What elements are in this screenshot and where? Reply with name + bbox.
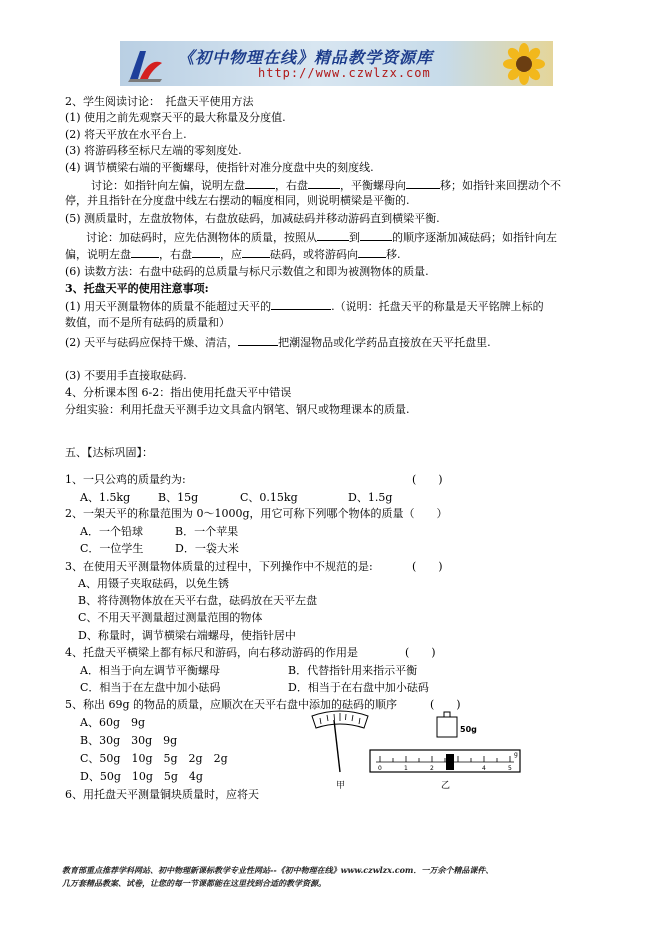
option: A、1.5kg bbox=[80, 491, 131, 504]
question-4: 4、托盘天平横梁上都有标尺和游码，向右移动游码的作用是 bbox=[65, 646, 358, 659]
footer-line: 教育部重点推荐学科网站、初中物理新课标教学专业性网站--《初中物理在线》www.czwlzx.com．一万余个精品课件、 bbox=[62, 865, 494, 875]
tick-label: 1 bbox=[404, 765, 408, 772]
tick-label: 0 bbox=[378, 765, 382, 772]
site-logo-icon bbox=[126, 45, 164, 83]
tick-label: 2 bbox=[430, 765, 434, 772]
pointer-dial bbox=[312, 711, 368, 791]
header-banner bbox=[120, 41, 553, 86]
figure-label-yi: 乙 bbox=[441, 781, 451, 791]
option: C．相当于在左盘中加小砝码 bbox=[80, 681, 221, 694]
option: C、50g 10g 5g 2g 2g bbox=[80, 752, 228, 765]
section-subheading: 3、托盘天平的使用注意事项: bbox=[65, 282, 209, 295]
text-line: 讨论：加砝码时，应先估测物体的质量，按照从 到 的顺序逐渐加减砝码；如指针向左 bbox=[86, 231, 557, 244]
question-6: 6、用托盘天平测量铜块质量时，应将天 bbox=[65, 788, 259, 801]
banner-url[interactable]: http://www.czwlzx.com bbox=[258, 66, 431, 80]
text-line: 2、学生阅读讨论： 托盘天平使用方法 bbox=[65, 95, 254, 108]
option: A、用镊子夹取砝码，以免生锈 bbox=[78, 577, 229, 590]
option: A、60g 9g bbox=[80, 716, 146, 729]
text-line: (2) 将天平放在水平台上. bbox=[65, 128, 187, 141]
answer-paren: ( ) bbox=[412, 560, 443, 573]
option: C．一位学生 bbox=[80, 542, 144, 555]
text-line: (5) 测质量时，左盘放物体，右盘放砝码，加减砝码并移动游码直到横梁平衡. bbox=[65, 212, 440, 225]
balance-figure bbox=[300, 706, 530, 796]
section-heading: 五、【达标巩固】： bbox=[65, 446, 153, 459]
page-footer bbox=[62, 864, 602, 890]
answer-paren: ( ) bbox=[430, 698, 461, 711]
answer-paren: ( ) bbox=[405, 646, 436, 659]
fill-blank bbox=[317, 230, 349, 241]
option: B、30g 30g 9g bbox=[80, 734, 178, 747]
text-line: (2) 天平与砝码应保持干燥、清洁， 把潮湿物品或化学药品直接放在天平托盘里. bbox=[65, 336, 491, 349]
footer-line: 几万套精品教案、试卷，让您的每一节课都能在这里找到合适的教学资源。 bbox=[62, 878, 326, 888]
question-2: 2、一架天平的称量范围为 0～1000g，用它可称下列哪个物体的质量（ ） bbox=[65, 507, 448, 520]
sunflower-icon bbox=[499, 43, 549, 85]
fill-blank bbox=[131, 247, 159, 258]
text-line: (3) 不要用手直接取砝码. bbox=[65, 369, 187, 382]
option: B．代替指针用来指示平衡 bbox=[288, 664, 418, 677]
fill-blank bbox=[360, 230, 392, 241]
fill-blank bbox=[242, 247, 270, 258]
ruler-unit: g bbox=[514, 751, 518, 758]
tick-label: 3 bbox=[456, 765, 460, 772]
figure-label-jia: 甲 bbox=[336, 781, 346, 791]
text-line: 偏，说明左盘 ，右盘 ，应 砝码，或将游码向 移. bbox=[65, 248, 401, 261]
option: D、50g 10g 5g 4g bbox=[80, 770, 203, 783]
option: A．一个铅球 bbox=[80, 525, 143, 538]
option: A．相当于向左调节平衡螺母 bbox=[80, 664, 220, 677]
text-line: 数值，而不是所有砝码的质量和） bbox=[65, 316, 230, 329]
text-line: 停，并且指针在分度盘中线左右摆动的幅度相同，则说明横梁是平衡的. bbox=[65, 194, 410, 207]
text-line: (1) 用天平测量物体的质量不能超过天平的 .（说明：托盘天平的称量是天平铭牌上标的 bbox=[65, 300, 544, 313]
question-5: 5、称出 69g 的物品的质量，应顺次在天平右盘中添加的砝码的顺序 bbox=[65, 698, 398, 711]
option: D．一袋大米 bbox=[175, 542, 239, 555]
text-line: (1) 使用之前先观察天平的最大称量及分度值. bbox=[65, 111, 286, 124]
tick-label: 4 bbox=[482, 765, 486, 772]
option: D、称量时，调节横梁右端螺母，使指针居中 bbox=[78, 629, 296, 642]
option: B、15g bbox=[158, 491, 199, 504]
fill-blank bbox=[192, 247, 220, 258]
option: B、将待测物体放在天平右盘，砝码放在天平左盘 bbox=[78, 594, 318, 607]
text-line: (6) 读数方法：右盘中砝码的总质量与标尺示数值之和即为被测物体的质量. bbox=[65, 265, 429, 278]
fill-blank bbox=[271, 299, 331, 310]
fill-blank bbox=[308, 178, 340, 189]
text-line: 分组实验：利用托盘天平测手边文具盒内钢笔、钢尺或物理课本的质量. bbox=[65, 403, 410, 416]
fill-blank bbox=[406, 178, 440, 189]
fill-blank bbox=[358, 247, 386, 258]
weight-label: 50g bbox=[460, 725, 477, 734]
question-3: 3、在使用天平测量物体质量的过程中，下列操作中不规范的是: bbox=[65, 560, 373, 573]
question-1: 1、一只公鸡的质量约为: bbox=[65, 473, 186, 486]
weight-50g bbox=[437, 712, 477, 737]
tick-label: 5 bbox=[508, 765, 512, 772]
text-line: 讨论：如指针向左偏，说明左盘 ，右盘 ，平衡螺母向 移；如指针来回摆动个不 bbox=[91, 179, 561, 192]
fill-blank bbox=[245, 178, 275, 189]
scale-ruler bbox=[370, 750, 520, 791]
banner-title: 《初中物理在线》精品教学资源库 bbox=[178, 48, 434, 67]
option: C、不用天平测量超过测量范围的物体 bbox=[78, 611, 263, 624]
option: D、1.5g bbox=[348, 491, 393, 504]
text-line: (3) 将游码移至标尺左端的零刻度处. bbox=[65, 144, 242, 157]
text-line: 4、分析课本图 6-2：指出使用托盘天平中错误 bbox=[65, 386, 292, 399]
fill-blank bbox=[238, 335, 278, 346]
text-line: (4) 调节横梁右端的平衡螺母，使指针对准分度盘中央的刻度线. bbox=[65, 161, 374, 174]
option: C、0.15kg bbox=[240, 491, 298, 504]
option: B．一个苹果 bbox=[175, 525, 239, 538]
answer-paren: ( ) bbox=[412, 473, 443, 486]
option: D．相当于在右盘中加小砝码 bbox=[288, 681, 429, 694]
